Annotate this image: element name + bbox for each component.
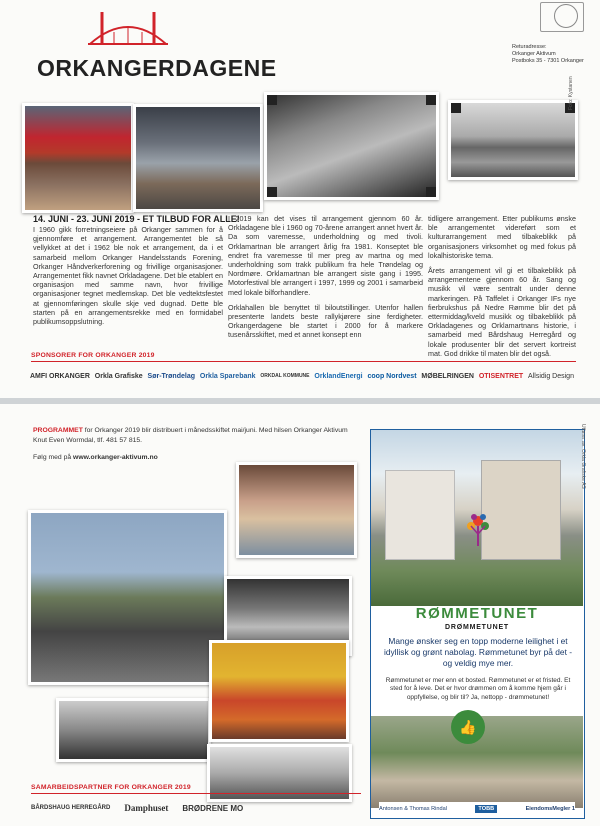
ad-lead: Mange ønsker seg en topp moderne leilighet i et idyllisk og grønt nabolag. Rømmetunet byr på det - og veldig mye mer. (383, 636, 573, 668)
stage-performance-photo (209, 640, 349, 742)
article-paragraph: Orklahallen ble benyttet til biloutstillinger. Utenfor hallen presenterte landets beste rallykjørere sine ferdigheter. Orkangerdagene ble startet i 2000 for å markere tusenårsskiftet, med et annet konsept enn (228, 302, 423, 340)
article-column-2 (228, 214, 423, 346)
sponsor-logos (22, 365, 582, 387)
postmark-icon (554, 4, 578, 28)
sponsor-logo: OTISENTRET (478, 372, 524, 380)
apartment-render-image (371, 430, 583, 606)
sponsor-logo: Orkla Grafiske (94, 372, 143, 380)
crowd-photo (56, 698, 211, 762)
partner-logos (31, 798, 361, 818)
building-image (385, 470, 455, 560)
partner-logo: Damphuset (124, 803, 169, 813)
ad-footer-logo: Antonsen & Thomas Rindal (379, 806, 447, 812)
newsletter-front-page (0, 0, 600, 398)
sponsor-logo: Allsidig Design (528, 372, 574, 380)
return-address-line: Orkanger Aktivum (512, 51, 556, 57)
programme-text: for Orkanger 2019 blir distribuert i månedsskiftet mai/juni. Med hilsen Orkanger Aktivum Knut Even Wormdal, tlf. 481 57 815. (33, 427, 348, 444)
festival-crowd-photo (22, 103, 134, 213)
return-address-line: Postboks 35 - 7301 Orkanger (512, 58, 584, 64)
partner-label: SAMARBEIDSPARTNER FOR ORKANGER 2019 (31, 784, 191, 791)
sponsor-logo: coop Nordvest (367, 372, 417, 380)
ad-body: Rømmetunet er mer enn et bosted. Rømmetunet er et fristed. Et sted for å leve. Det er hvor drømmen om å komme hjem går i oppfyllelse, og blir til? Ja, nettopp - drømmetunet! (383, 677, 573, 702)
thumb-up-badge-icon: 👍 (451, 710, 485, 744)
programme-notice (33, 426, 353, 445)
follow-line (33, 454, 158, 461)
divider (31, 361, 576, 362)
follow-prefix: Følg med på (33, 454, 74, 461)
divider (31, 793, 361, 794)
exhibition-hall-photo (133, 104, 263, 212)
newsletter-back-page (0, 404, 600, 826)
article-column-1 (33, 225, 223, 332)
bridge-logo-icon (88, 6, 168, 48)
sponsor-logo: Sør-Trøndelag (147, 372, 195, 380)
sponsor-label: SPONSORER FOR ORKANGER 2019 (31, 352, 155, 359)
partner-logo: BÅRDSHAUG HERREGÅRD (31, 805, 111, 811)
article-paragraph: tidligere arrangement. Etter publikums ønske ble arrangementet videreført som et kulturarrangement med tilbakeblikk på organisasjoners virksomhet og med fokus på lokalhistoriske tema. (428, 214, 576, 260)
tree-logo-icon (463, 512, 493, 548)
sponsor-logo: AMFI ORKANGER (30, 372, 90, 380)
children-ride-photo (236, 462, 357, 558)
building-image (481, 460, 561, 560)
sponsor-logo: OrklandEnergi (314, 372, 363, 380)
sponsor-logo: ORKDAL KOMMUNE (260, 373, 310, 379)
ad-subtitle: DRØMMETUNET (444, 624, 510, 631)
ad-footer-logo: EiendomsMegler 1 (525, 806, 575, 812)
ad-footer-logo: TOBB (475, 805, 497, 813)
page-title: ORKANGERDAGENE (37, 55, 277, 81)
fairground-photo (264, 92, 439, 200)
town-aerial-photo (448, 100, 578, 180)
article-column-3 (428, 214, 576, 364)
photo-credit: Foto: Kystanen (568, 76, 574, 110)
article-headline: 14. JUNI - 23. JUNI 2019 - ET TILBUD FOR ALLE! (33, 214, 240, 224)
printer-note: Utfører av: Orkla Grafiske AS (580, 424, 586, 489)
sponsor-logo: Orkla Sparebank (199, 372, 256, 380)
parade-photo (28, 510, 227, 685)
sponsor-logo: MØBELRINGEN (421, 372, 474, 380)
ad-footer-logos (379, 802, 575, 816)
ad-title: RØMMETUNET (415, 605, 539, 622)
article-paragraph: I 2019 kan det vises til arrangement gjennom 60 år. Orkladagene ble i 1960 og 70-årene arrangert annet hvert år. Da som varemesse, underholdning og med tivoli. Orklamartnan ble arrangert årlig fra 1981. Konseptet ble endret fra varemesse til mer preg av martna og med underholdning som trakk publikum fra hele Trøndelag og Nordmøre. Orklamartnan ble arrangert siste gang i 1995. Motorfestival ble arrangert i 1997, 1999 og 2001 i samarbeid med lokale bilforhandlere. (228, 214, 423, 297)
website-link[interactable]: www.orkanger-aktivum.no (73, 454, 158, 461)
return-address-line: Returadresse: (512, 44, 547, 50)
partner-logo: BRØDRENE MO (182, 803, 244, 813)
return-address (512, 44, 596, 65)
article-paragraph: I 1960 gikk forretningseiere på Orkanger sammen for å gjennomføre et arrangement. Arrangementet ble så vellykket at det i 1962 ble nok et arrangement, da i et samarbeid mellom Orkanger Handelsstands Forening, Orkanger Håndverkerforening og frivillige organisasjoner. Arrangementet fikk navnet Orkladagene. Det ble etablert en organisasjon med samme navn, hvor frivillige organisasjoner tegnet medlemskap. Det ble vedtektsfestet at gjennomføringen skulle skje ved dugnad. Dette ble starten på en arrangementsrekke med en formidabel publikumsoppslutning. (33, 225, 223, 327)
programme-highlight: PROGRAMMET (33, 427, 83, 434)
rommetunet-advertisement (370, 429, 585, 819)
article-paragraph: Årets arrangement vil gi et tilbakeblikk på arrangementene gjennom 60 år. Sang og musikk vil være sentralt under denne markeringen. På Taffelet i Orkanger IFs nye fierbrukshus på Nedre Rømme blir det på ettermiddag/kveld musikk og tilbakeblikk på Orkladagenes og Orklamartnans historie, i samarbeid med Bårdshaug Herregård og lokale produsenter blir det servert kortreist mat. God drikke til maten blir det også. (428, 266, 576, 358)
